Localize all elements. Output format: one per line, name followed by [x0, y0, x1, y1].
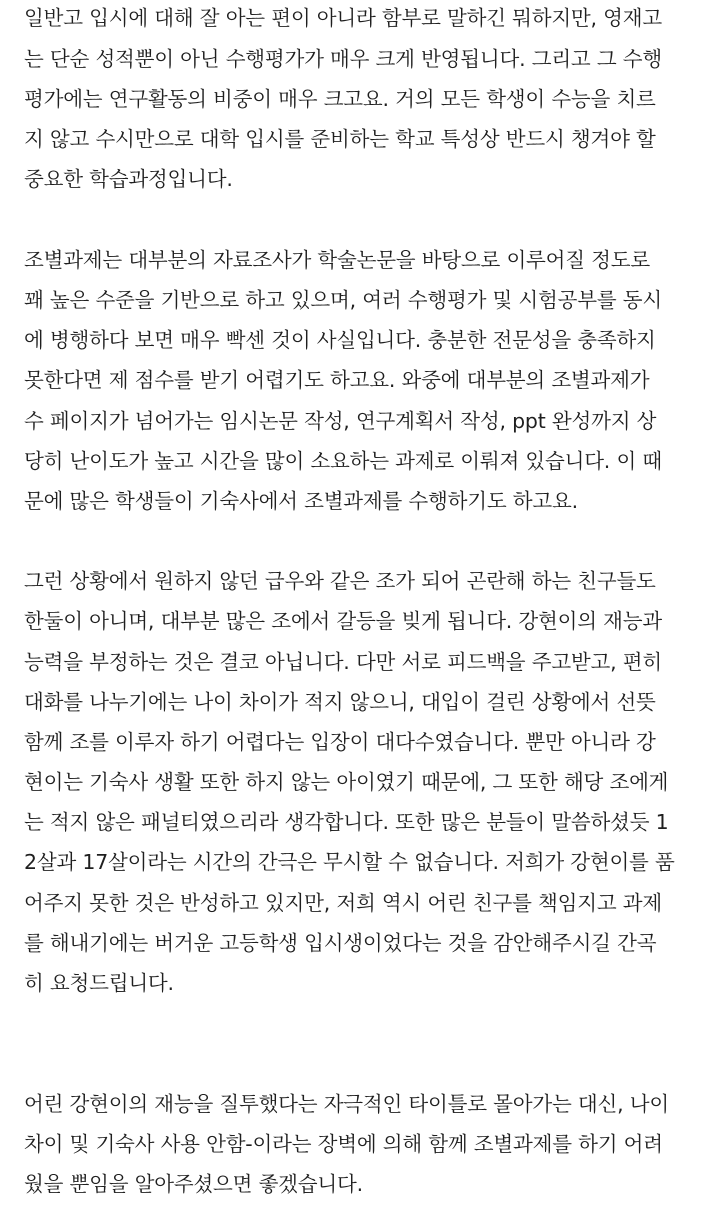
- text-line: 당히 난이도가 높고 시간을 많이 소요하는 과제로 이뤄져 있습니다. 이 때: [24, 449, 662, 473]
- text-line: 는 적지 않은 패널티였으리라 생각합니다. 또한 많은 분들이 말씀하셨듯 1: [24, 810, 669, 834]
- text-line: 꽤 높은 수준을 기반으로 하고 있으며, 여러 수행평가 및 시험공부를 동시: [24, 288, 662, 312]
- text-line: 일반고 입시에 대해 잘 아는 편이 아니라 함부로 말하긴 뭐하지만, 영재고: [24, 6, 662, 30]
- text-line: 그런 상황에서 원하지 않던 급우와 같은 조가 되어 곤란해 하는 친구들도: [24, 569, 656, 593]
- text-line: 문에 많은 학생들이 기숙사에서 조별과제를 수행하기도 하고요.: [24, 489, 578, 513]
- text-line: 웠을 뿐임을 알아주셨으면 좋겠습니다.: [24, 1172, 363, 1196]
- text-line: 차이 및 기숙사 사용 안함-이라는 장벽에 의해 함께 조별과제를 하기 어려: [24, 1132, 663, 1156]
- text-line: 대화를 나누기에는 나이 차이가 적지 않으니, 대입이 걸린 상황에서 선뜻: [24, 690, 656, 714]
- text-line: 중요한 학습과정입니다.: [24, 167, 233, 191]
- text-line: 수 페이지가 넘어가는 임시논문 작성, 연구계획서 작성, ppt 완성까지 상: [24, 409, 657, 433]
- text-line: 능력을 부정하는 것은 결코 아닙니다. 다만 서로 피드백을 주고받고, 편히: [24, 650, 662, 674]
- text-line: 지 않고 수시만으로 대학 입시를 준비하는 학교 특성상 반드시 챙겨야 할: [24, 127, 656, 151]
- text-line: 를 해내기에는 버거운 고등학생 입시생이었다는 것을 감안해주시길 간곡: [24, 931, 657, 955]
- text-line: 어주지 못한 것은 반성하고 있지만, 저희 역시 어린 친구를 책임지고 과제: [24, 891, 662, 915]
- text-line: 현이는 기숙사 생활 또한 하지 않는 아이였기 때문에, 그 또한 해당 조에게: [24, 770, 669, 794]
- text-line: 함께 조를 이루자 하기 어렵다는 입장이 대다수였습니다. 뿐만 아니라 강: [24, 730, 656, 754]
- text-line: 어린 강현이의 재능을 질투했다는 자극적인 타이틀로 몰아가는 대신, 나이: [24, 1092, 669, 1116]
- text-line: 못한다면 제 점수를 받기 어렵기도 하고요. 와중에 대부분의 조별과제가: [24, 368, 650, 392]
- text-line: 에 병행하다 보면 매우 빡센 것이 사실입니다. 충분한 전문성을 충족하지: [24, 328, 656, 352]
- text-line: 조별과제는 대부분의 자료조사가 학술논문을 바탕으로 이루어질 정도로: [24, 248, 650, 272]
- text-line: 평가에는 연구활동의 비중이 매우 크고요. 거의 모든 학생이 수능을 치르: [24, 87, 656, 111]
- text-line: 히 요청드립니다.: [24, 971, 174, 995]
- text-line: 는 단순 성적뿐이 아닌 수행평가가 매우 크게 반영됩니다. 그리고 그 수행: [24, 47, 662, 71]
- text-line: 2살과 17살이라는 시간의 간극은 무시할 수 없습니다. 저희가 강현이를 품: [24, 850, 675, 874]
- text-line: 한둘이 아니며, 대부분 많은 조에서 갈등을 빚게 됩니다. 강현이의 재능과: [24, 609, 662, 633]
